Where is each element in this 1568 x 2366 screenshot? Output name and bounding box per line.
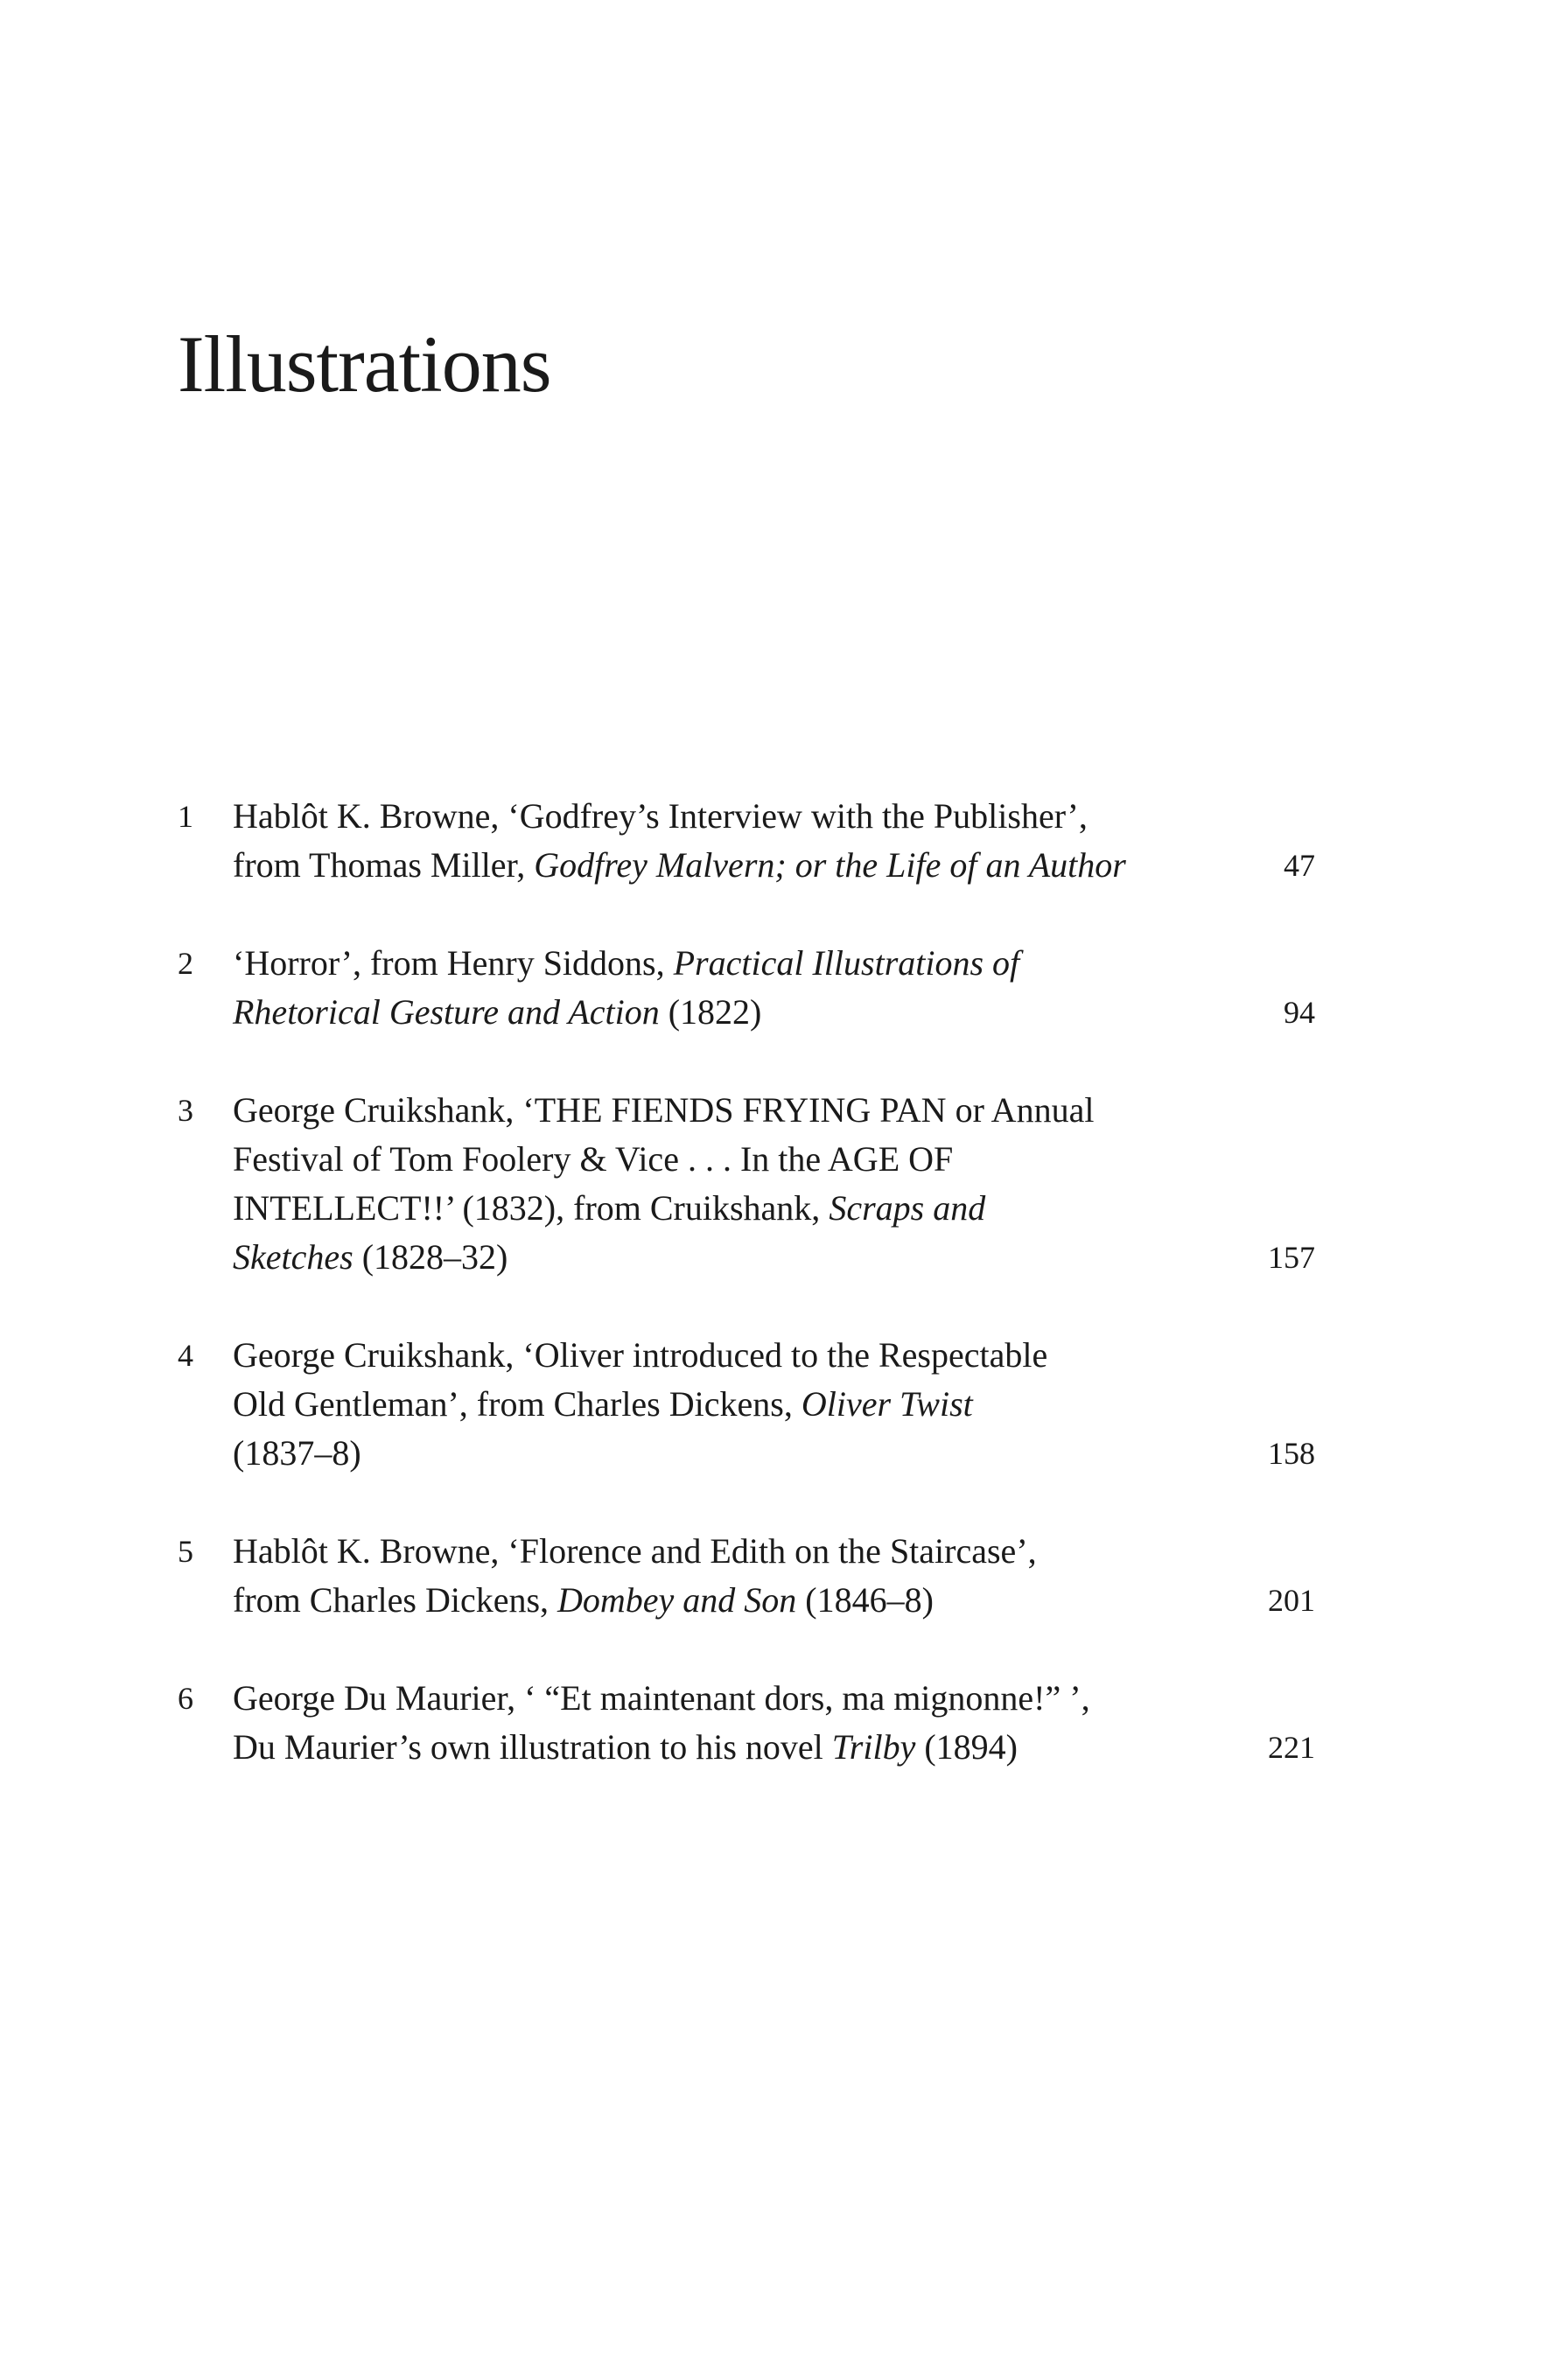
caption-line	[233, 1086, 1222, 1135]
illustration-caption	[233, 939, 1222, 1037]
caption-text: Old Gentleman’, from Charles Dickens,	[233, 1384, 802, 1424]
illustration-caption	[233, 1086, 1222, 1282]
caption-text: Hablôt K. Browne, ‘Florence and Edith on the Staircase’,	[233, 1531, 1037, 1571]
caption-line	[233, 1576, 1222, 1625]
page-number: 94	[1284, 995, 1315, 1030]
illustration-caption	[233, 1527, 1222, 1625]
list-item	[178, 1527, 1315, 1625]
caption-line	[233, 1331, 1222, 1380]
page-number: 157	[1268, 1240, 1315, 1275]
caption-text: (1894)	[915, 1727, 1018, 1767]
list-item	[178, 1086, 1315, 1282]
caption-text: Festival of Tom Foolery & Vice . . . In the AGE OF	[233, 1139, 954, 1179]
page-number: 201	[1268, 1583, 1315, 1618]
caption-italic-text: Trilby	[831, 1727, 916, 1767]
caption-line	[233, 841, 1222, 890]
caption-text: Hablôt K. Browne, ‘Godfrey’s Interview with the Publisher’,	[233, 796, 1088, 836]
illustration-number: 5	[178, 1534, 193, 1569]
caption-text: George Cruikshank, ‘THE FIENDS FRYING PAN or Annual	[233, 1090, 1095, 1130]
illustration-number: 2	[178, 946, 193, 981]
illustration-number: 6	[178, 1681, 193, 1716]
page-number: 158	[1268, 1436, 1315, 1471]
caption-line	[233, 939, 1222, 988]
caption-text: ‘Horror’, from Henry Siddons,	[233, 943, 674, 983]
caption-text: from Charles Dickens,	[233, 1580, 558, 1620]
illustration-caption	[233, 1331, 1222, 1478]
list-item	[178, 1331, 1315, 1478]
caption-text: (1828–32)	[353, 1237, 508, 1277]
caption-text: George Du Maurier, ‘ “Et maintenant dors, ma mignonne!” ’,	[233, 1678, 1090, 1718]
illustration-number: 1	[178, 799, 193, 834]
page-number: 47	[1284, 848, 1315, 883]
illustration-number: 4	[178, 1338, 193, 1373]
caption-text: INTELLECT!!’ (1832), from Cruikshank,	[233, 1188, 830, 1228]
caption-line	[233, 1429, 1222, 1478]
caption-text: from Thomas Miller,	[233, 845, 535, 885]
caption-line	[233, 1380, 1222, 1429]
caption-line	[233, 1723, 1222, 1772]
caption-italic-text: Godfrey Malvern; or the Life of an Author	[534, 845, 1126, 885]
caption-italic-text: Scraps and	[829, 1188, 986, 1228]
list-item	[178, 939, 1315, 1037]
list-item	[178, 1674, 1315, 1772]
caption-line	[233, 1135, 1222, 1184]
caption-line	[233, 1184, 1222, 1233]
caption-line	[233, 1233, 1222, 1282]
caption-italic-text: Oliver Twist	[801, 1384, 973, 1424]
page-title: Illustrations	[178, 319, 551, 409]
caption-text: Du Maurier’s own illustration to his novel	[233, 1727, 832, 1767]
caption-line	[233, 1527, 1222, 1576]
illustration-number: 3	[178, 1093, 193, 1128]
caption-italic-text: Practical Illustrations of	[673, 943, 1020, 983]
caption-text: (1846–8)	[796, 1580, 934, 1620]
caption-italic-text: Dombey and Son	[557, 1580, 797, 1620]
list-item	[178, 792, 1315, 890]
caption-italic-text: Sketches	[233, 1237, 354, 1277]
caption-text: (1837–8)	[233, 1433, 361, 1473]
caption-italic-text: Rhetorical Gesture and Action	[233, 992, 660, 1032]
caption-line	[233, 988, 1222, 1037]
caption-text: (1822)	[659, 992, 762, 1032]
illustration-caption	[233, 792, 1222, 890]
caption-line	[233, 1674, 1222, 1723]
caption-text: George Cruikshank, ‘Oliver introduced to the Respectable	[233, 1335, 1048, 1375]
illustration-caption	[233, 1674, 1222, 1772]
page-number: 221	[1268, 1730, 1315, 1765]
illustrations-list	[178, 792, 1315, 1821]
caption-line	[233, 792, 1222, 841]
